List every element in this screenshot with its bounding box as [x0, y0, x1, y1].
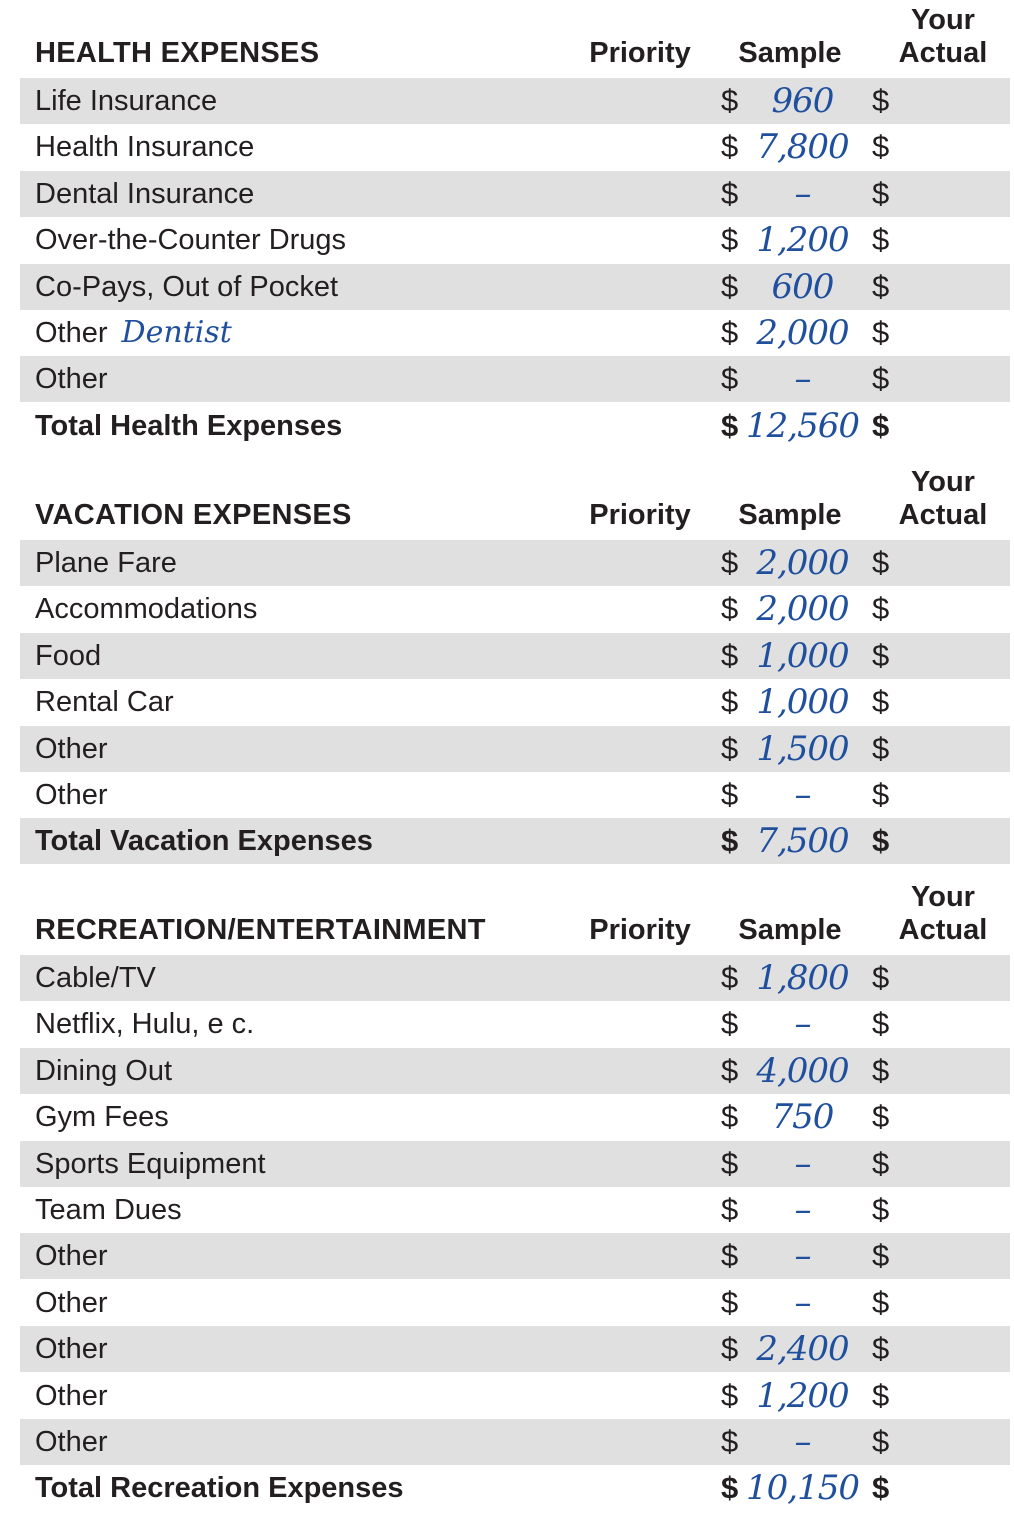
expense-row [20, 1048, 1010, 1094]
sample-value[interactable]: 960 [771, 81, 834, 121]
total-label [35, 818, 373, 864]
actual-dollar-sign[interactable]: $ [872, 129, 890, 165]
expense-label [35, 171, 254, 217]
sample-value[interactable]: 4,000 [756, 1050, 849, 1091]
sample-dollar-sign: $ [721, 960, 739, 995]
sample-value[interactable]: 1,000 [756, 635, 849, 676]
total-row [20, 403, 1010, 449]
sample-value[interactable]: 600 [771, 266, 834, 307]
sample-dollar-sign: $ [721, 1377, 739, 1413]
expense-label-text: Co-Pays, Out of Pocket [35, 270, 339, 303]
expense-label-text: Other [35, 363, 108, 396]
expense-label [35, 772, 108, 818]
actual-dollar-sign[interactable]: $ [872, 823, 890, 859]
sample-dollar-sign: $ [721, 591, 739, 627]
expense-label [35, 586, 257, 632]
expense-row [20, 633, 1010, 679]
expense-label-text: Total Vacation Expenses [35, 825, 373, 858]
actual-dollar-sign[interactable]: $ [872, 777, 890, 812]
expense-row [20, 1326, 1010, 1372]
expense-label-text: Other [35, 1240, 108, 1273]
expense-row [20, 540, 1010, 586]
expense-label [35, 679, 174, 725]
expense-label [35, 1373, 108, 1419]
total-label [35, 1465, 404, 1511]
sample-dollar-sign: $ [721, 730, 739, 766]
expense-row [20, 1094, 1010, 1140]
section-header [0, 462, 1014, 540]
expense-row [20, 217, 1010, 263]
sample-dollar-sign: $ [721, 1052, 739, 1088]
sample-dollar-sign: $ [721, 1331, 739, 1367]
sample-dollar-sign: $ [721, 684, 739, 720]
expense-label [35, 1001, 254, 1047]
expense-label-text: Other [35, 1333, 108, 1366]
sample-value[interactable]: – [794, 1282, 811, 1323]
sample-value[interactable]: 1,800 [756, 958, 849, 998]
expense-label-text: Health Insurance [35, 131, 255, 164]
sample-value[interactable]: – [794, 1004, 811, 1045]
sample-value[interactable]: – [794, 1143, 811, 1184]
section-title: HEALTH EXPENSES [35, 37, 320, 69]
expense-label [35, 310, 232, 356]
expense-label [35, 356, 108, 402]
expense-label-text: Accommodations [35, 593, 258, 626]
sample-value[interactable]: 7,800 [756, 127, 849, 168]
expense-row [20, 1280, 1010, 1326]
sample-dollar-sign: $ [721, 1424, 739, 1459]
expense-label [35, 1187, 182, 1233]
expense-label [35, 1326, 108, 1372]
expense-row [20, 310, 1010, 356]
sample-dollar-sign: $ [721, 268, 739, 304]
expense-label-text: Rental Car [35, 686, 174, 719]
sample-dollar-sign: $ [721, 315, 739, 350]
sample-dollar-sign: $ [721, 83, 739, 118]
your-actual-line2: Actual [898, 914, 988, 946]
sample-value[interactable]: 1,200 [756, 220, 849, 261]
sample-value[interactable]: 7,500 [756, 821, 849, 862]
expense-label [35, 264, 338, 310]
sample-column-header: Sample [738, 37, 842, 69]
section-header [0, 877, 1014, 955]
sample-value[interactable]: 1,500 [756, 728, 849, 769]
sample-dollar-sign: $ [721, 1284, 739, 1320]
sample-dollar-sign: $ [721, 1006, 739, 1042]
sample-column-header: Sample [738, 499, 842, 531]
actual-dollar-sign[interactable]: $ [872, 730, 890, 766]
actual-dollar-sign[interactable]: $ [872, 1145, 890, 1181]
sample-value[interactable]: 2,000 [756, 543, 849, 583]
expense-label-text: Over-the-Counter Drugs [35, 224, 347, 257]
sample-dollar-sign: $ [721, 823, 739, 859]
sample-value[interactable]: 2,000 [756, 313, 849, 353]
expense-label [35, 1233, 108, 1279]
actual-dollar-sign[interactable]: $ [872, 83, 890, 118]
sample-value[interactable]: 750 [771, 1097, 834, 1138]
actual-dollar-sign[interactable]: $ [872, 1424, 890, 1459]
expense-label [35, 1048, 172, 1094]
expense-row [20, 1141, 1010, 1187]
expense-row [20, 78, 1010, 124]
sample-dollar-sign: $ [721, 361, 739, 397]
expense-label [35, 217, 346, 263]
your-actual-line2: Actual [898, 499, 988, 531]
actual-dollar-sign[interactable]: $ [872, 591, 890, 627]
actual-dollar-sign[interactable]: $ [872, 684, 890, 720]
expense-label-text: Sports Equipment [35, 1147, 266, 1180]
expense-label-text: Other [35, 779, 108, 811]
actual-dollar-sign[interactable]: $ [872, 361, 890, 397]
section-title: VACATION EXPENSES [35, 499, 352, 531]
expense-label [35, 1094, 169, 1140]
expense-row [20, 1233, 1010, 1279]
sample-dollar-sign: $ [721, 175, 739, 211]
sample-value[interactable]: – [794, 173, 811, 214]
sample-dollar-sign: $ [721, 1238, 739, 1274]
priority-column-header: Priority [589, 914, 691, 946]
your-actual-column-header [888, 4, 998, 70]
expense-label [35, 1141, 266, 1187]
expense-label-text: Life Insurance [35, 85, 218, 117]
your-actual-line1: Your [911, 881, 975, 913]
expense-label-text: Dining Out [35, 1054, 173, 1087]
expense-label [35, 1280, 108, 1326]
expense-row [20, 679, 1010, 725]
expense-label-text: Total Health Expenses [35, 409, 343, 442]
sample-value[interactable]: 10,150 [746, 1468, 859, 1509]
actual-dollar-sign[interactable]: $ [872, 175, 890, 211]
actual-dollar-sign[interactable]: $ [872, 222, 890, 258]
total-label [35, 403, 342, 449]
expense-label [35, 124, 254, 170]
total-row [20, 818, 1010, 864]
sample-dollar-sign: $ [721, 1145, 739, 1181]
actual-dollar-sign[interactable]: $ [872, 1238, 890, 1274]
your-actual-line1: Your [911, 4, 975, 36]
sample-value[interactable]: 1,000 [756, 682, 849, 723]
sample-value[interactable]: – [794, 1190, 811, 1230]
sample-value[interactable]: 2,000 [756, 589, 849, 630]
expense-label-text: Plane Fare [35, 547, 177, 579]
expense-label [35, 633, 101, 679]
your-actual-column-header [888, 466, 998, 532]
expense-label-text: Netflix, Hulu, e c. [35, 1008, 255, 1041]
expense-label [35, 726, 108, 772]
expense-row [20, 171, 1010, 217]
actual-dollar-sign[interactable]: $ [872, 407, 890, 443]
actual-dollar-sign[interactable]: $ [872, 1331, 890, 1367]
sample-dollar-sign: $ [721, 1470, 739, 1506]
priority-column-header: Priority [589, 37, 691, 69]
expense-row [20, 124, 1010, 170]
actual-dollar-sign[interactable]: $ [872, 1006, 890, 1042]
sample-column-header: Sample [738, 914, 842, 946]
priority-column-header: Priority [589, 499, 691, 531]
expense-label-text: Other [35, 1286, 108, 1319]
sample-value[interactable]: – [794, 359, 811, 400]
expense-row [20, 1373, 1010, 1419]
actual-dollar-sign[interactable]: $ [872, 960, 890, 995]
sample-value[interactable]: 2,400 [756, 1329, 849, 1370]
expense-label-text: Cable/TV [35, 962, 156, 994]
sample-value[interactable]: 12,560 [746, 405, 859, 446]
sample-dollar-sign: $ [721, 407, 739, 443]
actual-dollar-sign[interactable]: $ [872, 315, 890, 350]
sample-dollar-sign: $ [721, 222, 739, 258]
actual-dollar-sign[interactable]: $ [872, 1377, 890, 1413]
sample-value[interactable]: – [794, 775, 811, 815]
sample-value[interactable]: – [794, 1422, 811, 1462]
expense-label [35, 955, 156, 1001]
actual-dollar-sign[interactable]: $ [872, 637, 890, 673]
expense-label [35, 1419, 108, 1465]
actual-dollar-sign[interactable]: $ [872, 1470, 890, 1506]
your-actual-column-header [888, 881, 998, 947]
actual-dollar-sign[interactable]: $ [872, 268, 890, 304]
expense-row [20, 264, 1010, 310]
handwritten-note: Dentist [121, 315, 232, 350]
sample-dollar-sign: $ [721, 777, 739, 812]
expense-label [35, 540, 177, 586]
expense-row [20, 955, 1010, 1001]
expense-row [20, 586, 1010, 632]
expense-label-text: Dental Insurance [35, 177, 255, 210]
sample-dollar-sign: $ [721, 637, 739, 673]
sample-dollar-sign: $ [721, 1099, 739, 1135]
expense-label-text: Other [35, 1426, 108, 1458]
section-header [0, 0, 1014, 78]
actual-dollar-sign[interactable]: $ [872, 1099, 890, 1135]
expense-label-text: Other [35, 317, 108, 349]
actual-dollar-sign[interactable]: $ [872, 1284, 890, 1320]
expense-row [20, 1001, 1010, 1047]
expense-label [35, 78, 217, 124]
sample-dollar-sign: $ [721, 1192, 739, 1227]
total-row [20, 1465, 1010, 1511]
expense-label-text: Other [35, 732, 108, 765]
expense-label-text: Team Dues [35, 1194, 182, 1226]
expense-label-text: Food [35, 639, 102, 672]
section-title: RECREATION/ENTERTAINMENT [35, 914, 486, 946]
expense-row [20, 772, 1010, 818]
sample-dollar-sign: $ [721, 129, 739, 165]
actual-dollar-sign[interactable]: $ [872, 545, 890, 580]
sample-dollar-sign: $ [721, 545, 739, 580]
actual-dollar-sign[interactable]: $ [872, 1192, 890, 1227]
expense-label-text: Total Recreation Expenses [35, 1472, 404, 1505]
expense-label-text: Gym Fees [35, 1101, 169, 1134]
your-actual-line1: Your [911, 466, 975, 498]
your-actual-line2: Actual [898, 37, 988, 69]
sample-value[interactable]: – [794, 1236, 811, 1277]
sample-value[interactable]: 1,200 [756, 1375, 849, 1416]
actual-dollar-sign[interactable]: $ [872, 1052, 890, 1088]
expense-row [20, 1187, 1010, 1233]
expense-row [20, 1419, 1010, 1465]
expense-label-text: Other [35, 1379, 108, 1412]
expense-row [20, 726, 1010, 772]
expense-row [20, 356, 1010, 402]
